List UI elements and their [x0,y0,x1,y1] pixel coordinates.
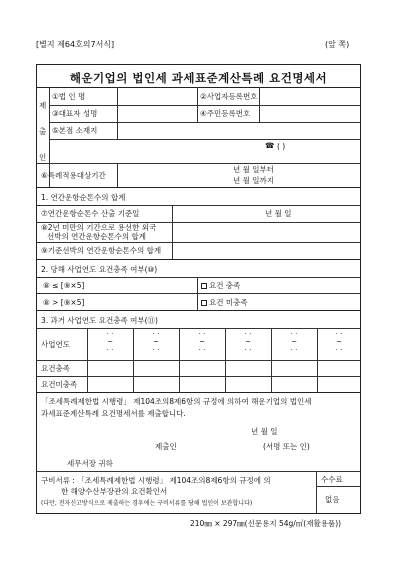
cell-dots-top: · · [106,330,114,338]
phone-icon: ☎ [265,141,275,150]
signature-field[interactable]: (서명 또는 인) [263,442,310,451]
page-side-label: (앞 쪽) [325,40,350,49]
corp-name-label: ①법 인 명 [52,92,86,101]
attachment-line2: 한 해양수산부장관의 요건확인서 [61,487,168,496]
submitter-label: 제출인 [155,442,177,451]
row8-label-line2: 선박의 연간운항순톤수의 합계 [47,232,146,241]
form-title: 해운기업의 법인세 과세표준계산특례 요건명세서 [69,71,328,85]
satisfied-label: 요건 충족 [209,281,241,290]
row9-field[interactable] [174,244,358,258]
condition-satisfied: ⑧ ≤ [⑨×5] [43,281,85,290]
cell-dots-bottom: · · [244,346,252,354]
condition-unsatisfied: ⑧ > [⑨×5] [43,298,85,307]
addressee: 세무서장 귀하 [67,459,113,468]
satisfied-checkbox-row[interactable] [201,281,240,290]
row8-label-line1: ⑧2년 미만의 기간으로 용선한 외국 [41,223,157,232]
address-label: ⑤본점 소재지 [52,126,98,135]
form-number: [별지 제64호의7서식] [36,40,115,49]
cell-tilde: ~ [199,338,205,346]
rep-name-label: ③대표자 성명 [52,109,98,118]
cell-dots-top: · · [152,330,160,338]
unsatisfied-year-label: 요건미충족 [41,380,78,389]
section3-heading: 3. 과거 사업연도 요건충족 여부(⑪) [41,316,158,325]
cell-dots-top: · · [244,330,252,338]
biz-reg-no-field[interactable] [261,89,357,103]
fiscal-year-label: 사업연도 [41,340,70,349]
applicant-side-label-2: 출 [39,127,47,136]
attachment-note: (다만, 전자신고방식으로 제출하는 경우에는 구비서류를 당해 법인이 보관합니다) [41,500,253,507]
cell-dots-bottom: · · [290,346,298,354]
form-sheet [36,64,361,514]
cell-dots-top: · · [198,330,206,338]
attachment-line1: 구비서류 : 「조세특례제한법 시행령」 제104조의8제6항의 규정에 의 [41,476,271,485]
corp-name-field[interactable] [119,89,195,103]
fiscal-year-cell-3[interactable] [180,330,224,354]
statement-line1: 「조세특례제한법 시행령」 제104조의8제6항의 규정에 의하여 해운기업의 법인세 [41,397,312,406]
resident-no-label: ④주민등록번호 [200,109,251,118]
cell-dots-bottom: · · [335,346,343,354]
cell-dots-top: · · [335,330,343,338]
satisfied-checkbox[interactable] [201,283,207,289]
address-field[interactable] [119,124,357,138]
unsatisfied-checkbox-row[interactable] [201,298,248,307]
row8-field[interactable] [174,224,358,240]
row7-label: ⑦연간운항순톤수 산출 기준일 [41,209,140,218]
applicant-side-label-3: 인 [39,153,47,162]
period-to[interactable]: 년 월 일까지 [233,176,274,185]
rep-name-field[interactable] [119,107,195,121]
cell-tilde: ~ [245,338,251,346]
cell-dots-top: · · [290,330,298,338]
row7-date[interactable]: 년 월 일 [265,209,292,218]
applicant-side-label-1: 제 [39,101,47,110]
paper-spec: 210㎜ × 297㎜(신문용지 54g/㎡(재활용품)) [190,519,342,528]
cell-tilde: ~ [336,338,342,346]
resident-no-field[interactable] [261,107,357,121]
cell-dots-bottom: · · [152,346,160,354]
unsatisfied-label: 요건 미충족 [209,298,248,307]
section1-heading: 1. 연간운항순톤수의 합계 [41,193,126,202]
special-period-label: ⑥특례적용대상기간 [41,171,106,180]
section2-heading: 2. 당해 사업연도 요건충족 여부(⑩) [41,265,158,274]
statement-line2: 과세표준계산특례 요건명세서를 제출합니다. [41,409,186,418]
row9-label: ⑨기준선박의 연간운항순톤수의 합계 [41,246,162,255]
cell-dots-bottom: · · [198,346,206,354]
biz-reg-no-label: ②사업자등록번호 [200,92,258,101]
fiscal-year-cell-1[interactable] [88,330,132,354]
cell-tilde: ~ [291,338,297,346]
unsatisfied-checkbox[interactable] [201,300,207,306]
fiscal-year-cell-5[interactable] [272,330,316,354]
period-from[interactable]: 년 월 일부터 [233,165,274,174]
satisfied-year-label: 요건충족 [41,364,70,373]
phone-field[interactable]: ( ) [277,142,286,151]
cell-dots-bottom: · · [106,346,114,354]
cell-tilde: ~ [107,338,113,346]
fiscal-year-cell-4[interactable] [226,330,270,354]
fiscal-year-cell-2[interactable] [134,330,178,354]
cell-tilde: ~ [153,338,159,346]
fee-label: 수수료 [321,475,343,484]
fiscal-year-cell-6[interactable] [318,330,360,354]
fee-value: 없음 [325,495,340,504]
submit-date[interactable]: 년 월 일 [251,427,278,436]
